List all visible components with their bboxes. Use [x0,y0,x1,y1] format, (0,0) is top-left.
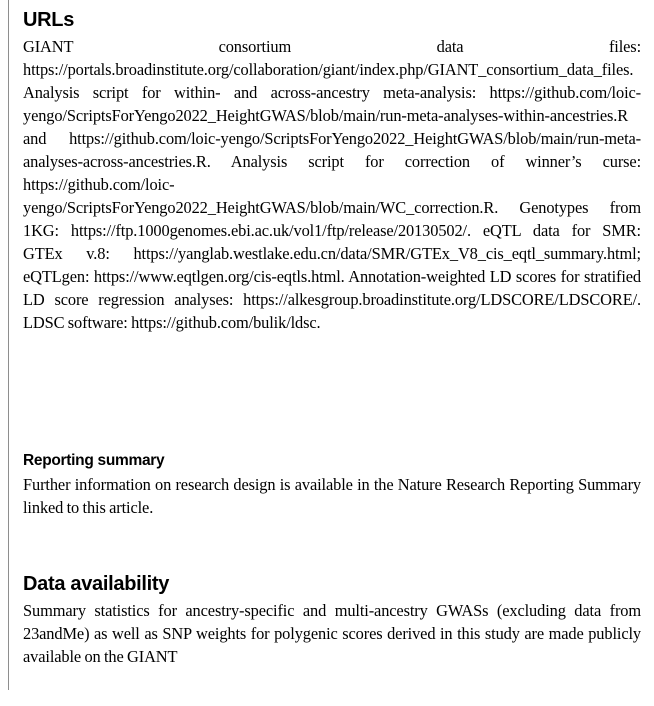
section-urls [23,9,641,334]
data-availability-body-text: Summary statistics for ancestry-specific and multi-ancestry GWASs (excluding data from 23andMe) as well as SNP weights for polygenic scores derived in this study are made publicly available on the GIANT [23,601,641,666]
urls-body-text: GIANT consortium data files: https://portals.broadinstitute.org/collaboration/giant/index.php/GIANT_consortium_data_files. Analysis script for within- and across-ancestry meta-analysis: https://github.com/loic-yengo/ScriptsForYengo2022_HeightGWAS/blob/main/run-meta-analyses-within-ancestries.R and https://github.com/loic-yengo/ScriptsForYengo2022_HeightGWAS/blob/main/run-meta-analyses-across-ancestries.R. Analysis script for correction of winner’s curse: https://github.com/loic-yengo/ScriptsForYengo2022_HeightGWAS/blob/main/WC_correction.R. Genotypes from 1KG: https://ftp.1000genomes.ebi.ac.uk/vol1/ftp/release/20130502/. eQTL data for SMR: GTEx v.8: https://yanglab.westlake.edu.cn/data/SMR/GTEx_V8_cis_eqtl_summary.html; eQTLgen: https://www.eqtlgen.org/cis-eqtls.html. Annotation-weighted LD scores for stratified LD score regression analyses: https://alkesgroup.broadinstitute.org/LDSCORE/LDSCORE/. LDSC software: https://github.com/bulik/ldsc. [23,37,641,332]
section-data-availability [23,573,641,668]
reporting-summary-body-text: Further information on research design is available in the Nature Research Reporting Summary linked to this article. [23,475,641,517]
data-availability-heading: Data availability [23,573,170,595]
column-divider-rule [8,0,9,690]
reporting-summary-heading: Reporting summary [23,452,165,469]
urls-heading: URLs [23,9,75,31]
section-reporting-summary [23,450,641,519]
